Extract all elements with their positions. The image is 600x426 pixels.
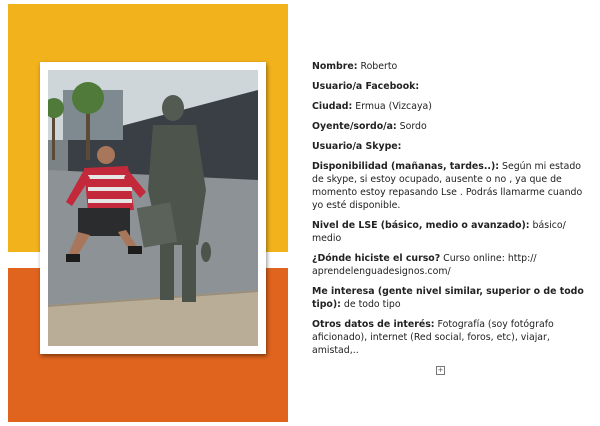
field-otros [312, 318, 584, 357]
facebook-label: Usuario/a Facebook: [312, 81, 420, 92]
nivel-value: básico/ medio [312, 220, 566, 244]
field-nombre [312, 60, 584, 73]
nivel-label: Nivel de LSE (básico, medio o avanzado): [312, 220, 530, 231]
disponibilidad-label: Disponibilidad (mañanas, tardes..): [312, 161, 500, 172]
field-facebook [312, 80, 584, 93]
skype-label: Usuario/a Skype: [312, 141, 402, 152]
oyente-value: Sordo [399, 121, 427, 132]
field-oyente [312, 120, 584, 133]
nombre-label: Nombre: [312, 61, 358, 72]
interes-value: de todo tipo [343, 299, 401, 310]
curso-value: Curso online: http:// aprendelenguadesignos.com/ [312, 253, 537, 277]
interes-label: Me interesa (gente nivel similar, superior o de todo tipo): [312, 286, 584, 310]
ciudad-label: Ciudad: [312, 101, 353, 112]
profile-details [312, 60, 584, 364]
plus-box-icon[interactable]: + [437, 366, 444, 374]
disponibilidad-value: Según mi estado de skype, si estoy ocupado, ausente o no , ya que de momento estoy repasando Lse . Podrás llamarme cuando yo esté disponible. [312, 161, 583, 211]
field-interes [312, 285, 584, 311]
oyente-label: Oyente/sordo/a: [312, 121, 397, 132]
field-nivel [312, 219, 584, 245]
otros-label: Otros datos de interés: [312, 319, 435, 330]
profile-photo [48, 70, 258, 346]
field-curso [312, 252, 584, 278]
ciudad-value: Ermua (Vizcaya) [355, 101, 432, 112]
field-disponibilidad [312, 160, 584, 212]
photo-frame [40, 62, 266, 354]
field-ciudad [312, 100, 584, 113]
otros-value: Fotografía (soy fotógrafo aficionado), internet (Red social, foros, etc), viajar, amistad,.. [312, 319, 554, 356]
nombre-value: Roberto [360, 61, 398, 72]
field-skype [312, 140, 584, 153]
curso-label: ¿Dónde hiciste el curso? [312, 253, 441, 264]
